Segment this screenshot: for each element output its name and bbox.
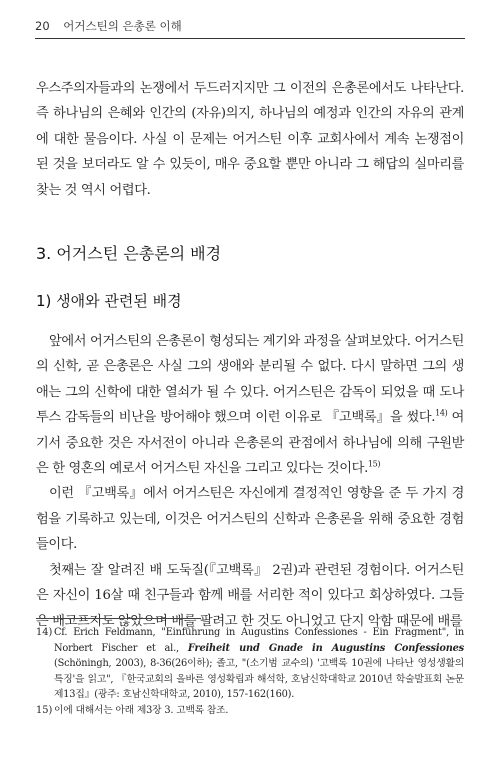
- intro-paragraph: 우스주의자들과의 논쟁에서 두드러지지만 그 이전의 은총론에서도 나타난다. 즉 하나님의 은혜와 인간의 (자유)의지, 하나님의 예정과 인간의 자유의 관계에 대한 물음이다. 사실 이 문제는 어거스틴 이후 교회사에서 계속 논쟁점이 된 것을 보더라도 알 수 있듯이, 매우 중요할 뿐만 아니라 그 해답의 실마리를 찾는 것 역시 어렵다.: [36, 81, 464, 198]
- footnote-divider: [36, 618, 201, 619]
- paragraph-3: 첫째는 잘 알려진 배 도둑질(『고백록』 2권)과 관련된 경험이다. 어거스틴은 자신이 16살 때 친구들과 함께 배를 서리한 적이 있다고 회상하였다. 그들은 배고프지도 않았으며 배를 팔려고 한 것도 아니었고 단지 악함 때문에 배를: [36, 562, 464, 629]
- footnotes: [36, 625, 464, 719]
- footnote-number: 14): [36, 627, 53, 638]
- paragraph-1-text-cont: 여기서 중요한 것은 자서전이 아니라 은총론의 관점에서 하나님에 의해 구원받은 한 영혼의 예로서 어거스틴 자신을 그리고 있다는 것이다.: [36, 410, 465, 477]
- footnote-text-part: (Schöningh, 2003), 8-36(26이하); 졸고, "(소기범 교수의) '고백록 10권에 나타난 영성생활의 특징'을 읽고", 『한국교회의 올바른 영성확립과 해석학, 호남신학대학교 2010년 학술발표회 논문 제13집』(광주: 호남신학대학교, 2010), 157-162(160).: [54, 658, 464, 701]
- subsection-heading: 1) 생애와 관련된 배경: [36, 292, 182, 311]
- footnote-book-title: Freiheit und Gnade in Augustins Confessiones: [187, 642, 464, 654]
- page-body: [36, 76, 464, 634]
- paragraph-1-text: 앞에서 어거스틴의 은총론이 형성되는 계기와 과정을 살펴보았다. 어거스틴의 신학, 곧 은총론은 사실 그의 생애와 분리될 수 없다. 다시 말하면 그의 생애는 그의 신학에 대한 열쇠가 될 수 있다. 어거스틴은 감독이 되었을 때 도나투스 감독들의 비난을 방어해야 했으며 이런 이유로 『고백록』을 썼다.: [36, 334, 464, 426]
- footnote-ref-15[interactable]: 15): [367, 459, 381, 469]
- footnote-number: 15): [36, 704, 53, 716]
- running-header: [35, 16, 465, 39]
- paragraph-1: [36, 329, 464, 481]
- footnote-15: [36, 703, 464, 719]
- paragraph-2: 이런 『고백록』에서 어거스틴은 자신에게 결정적인 영향을 준 두 가지 경험을 기록하고 있는데, 이것은 어거스틴의 신학과 은총론을 위해 중요한 경험들이다.: [36, 486, 464, 553]
- footnote-ref-14[interactable]: 14): [435, 408, 448, 418]
- footnote-text: 이에 대해서는 아래 제3장 3. 고백록 참조.: [54, 704, 229, 716]
- footnote-text-part: Cf. Erich Feldmann, "Einführung in Augustins Confessiones - Ein Fragment", in Norbert Fischer et al.,: [54, 627, 464, 654]
- page-number: 20: [35, 19, 50, 33]
- running-title: 어거스틴의 은총론 이해: [63, 19, 182, 33]
- footnote-text: [54, 625, 464, 703]
- footnote-14: [36, 625, 464, 703]
- section-heading: 3. 어거스틴 은총론의 배경: [36, 244, 222, 264]
